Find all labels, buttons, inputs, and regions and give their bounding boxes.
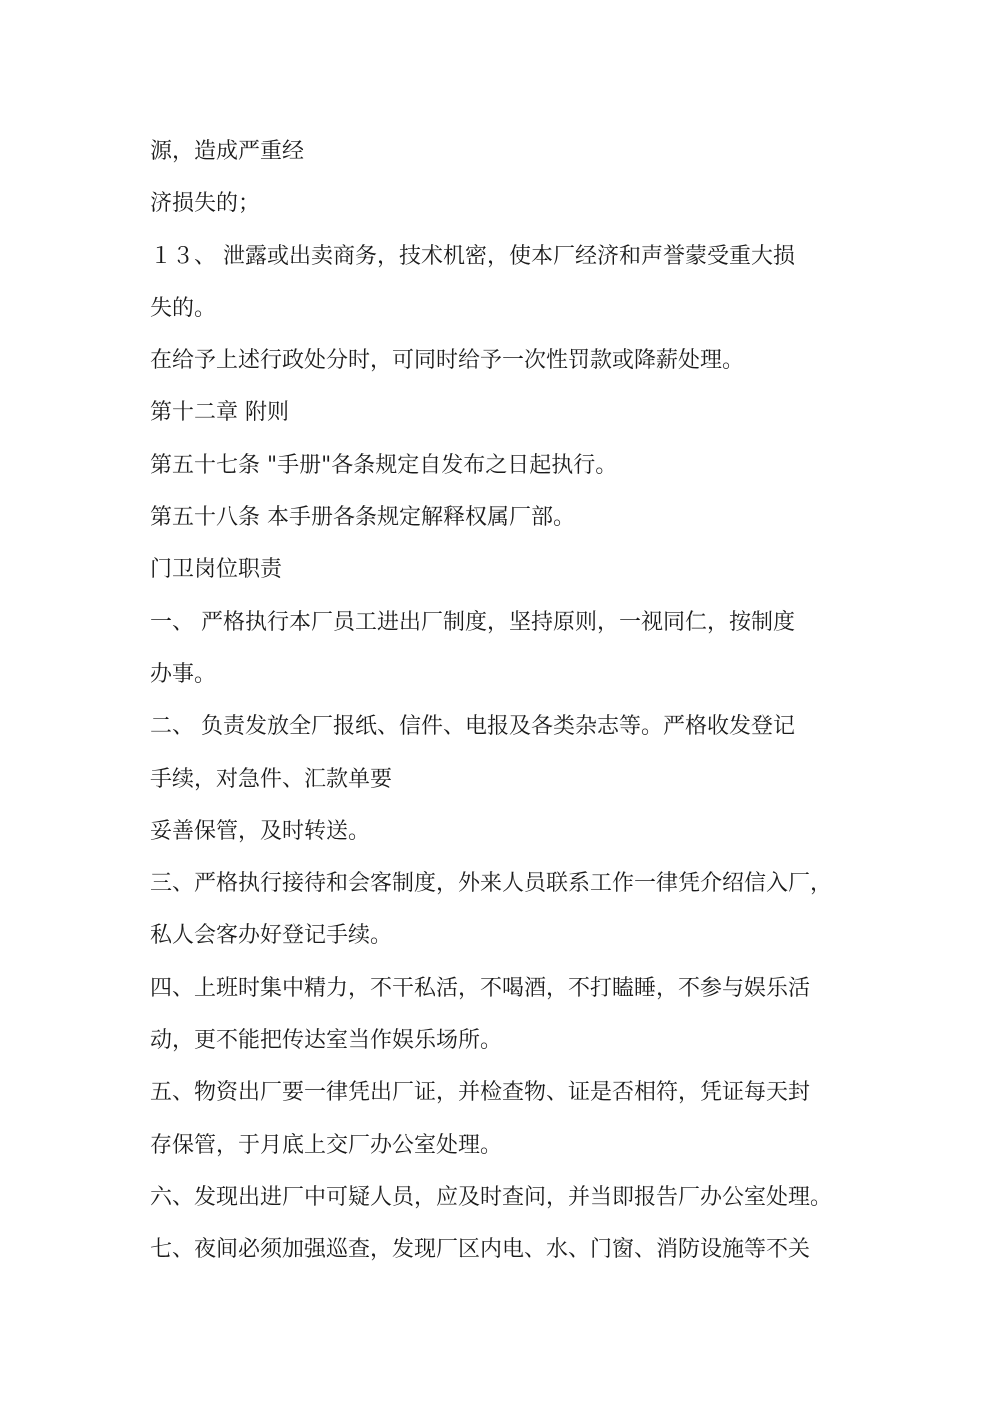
text-line: 第五十八条 本手册各条规定解释权属厂部。 <box>150 505 575 531</box>
text-line: 失的。 <box>150 295 217 321</box>
text-line: 二、 负责发放全厂报纸、信件、电报及各类杂志等。严格收发登记 <box>150 714 795 740</box>
section-heading: 门卫岗位职责 <box>150 557 283 583</box>
text-line: １３、 泄露或出卖商务，技术机密，使本厂经济和声誉蒙受重大损 <box>150 243 795 269</box>
text-line: 七、夜间必须加强巡查，发现厂区内电、水、门窗、消防设施等不关 <box>150 1237 811 1263</box>
text-line: 存保管，于月底上交厂办公室处理。 <box>150 1132 503 1158</box>
text-line: 动，更不能把传达室当作娱乐场所。 <box>150 1028 503 1054</box>
text-line: 私人会客办好登记手续。 <box>150 923 393 949</box>
text-line: 三、严格执行接待和会客制度，外来人员联系工作一律凭介绍信入厂， <box>150 871 833 897</box>
text-line: 第五十七条 "手册"各条规定自发布之日起执行。 <box>150 452 618 478</box>
chapter-heading: 第十二章 附则 <box>150 400 289 426</box>
text-line: 六、发现出进厂中可疑人员，应及时查问，并当即报告厂办公室处理。 <box>150 1184 833 1210</box>
text-line: 办事。 <box>150 661 217 687</box>
text-line: 在给予上述行政处分时，可同时给予一次性罚款或降薪处理。 <box>150 348 745 374</box>
text-line: 一、 严格执行本厂员工进出厂制度，坚持原则，一视同仁，按制度 <box>150 609 795 635</box>
text-line: 济损失的； <box>150 191 261 217</box>
text-line: 妥善保管，及时转送。 <box>150 818 371 844</box>
text-line: 五、物资出厂要一律凭出厂证，并检查物、证是否相符，凭证每天封 <box>150 1080 811 1106</box>
text-line: 源，造成严重经 <box>150 139 305 164</box>
document-page <box>150 126 850 1277</box>
text-line: 四、上班时集中精力，不干私活，不喝酒，不打瞌睡，不参与娱乐活 <box>150 975 811 1001</box>
text-line: 手续，对急件、汇款单要 <box>150 766 393 792</box>
